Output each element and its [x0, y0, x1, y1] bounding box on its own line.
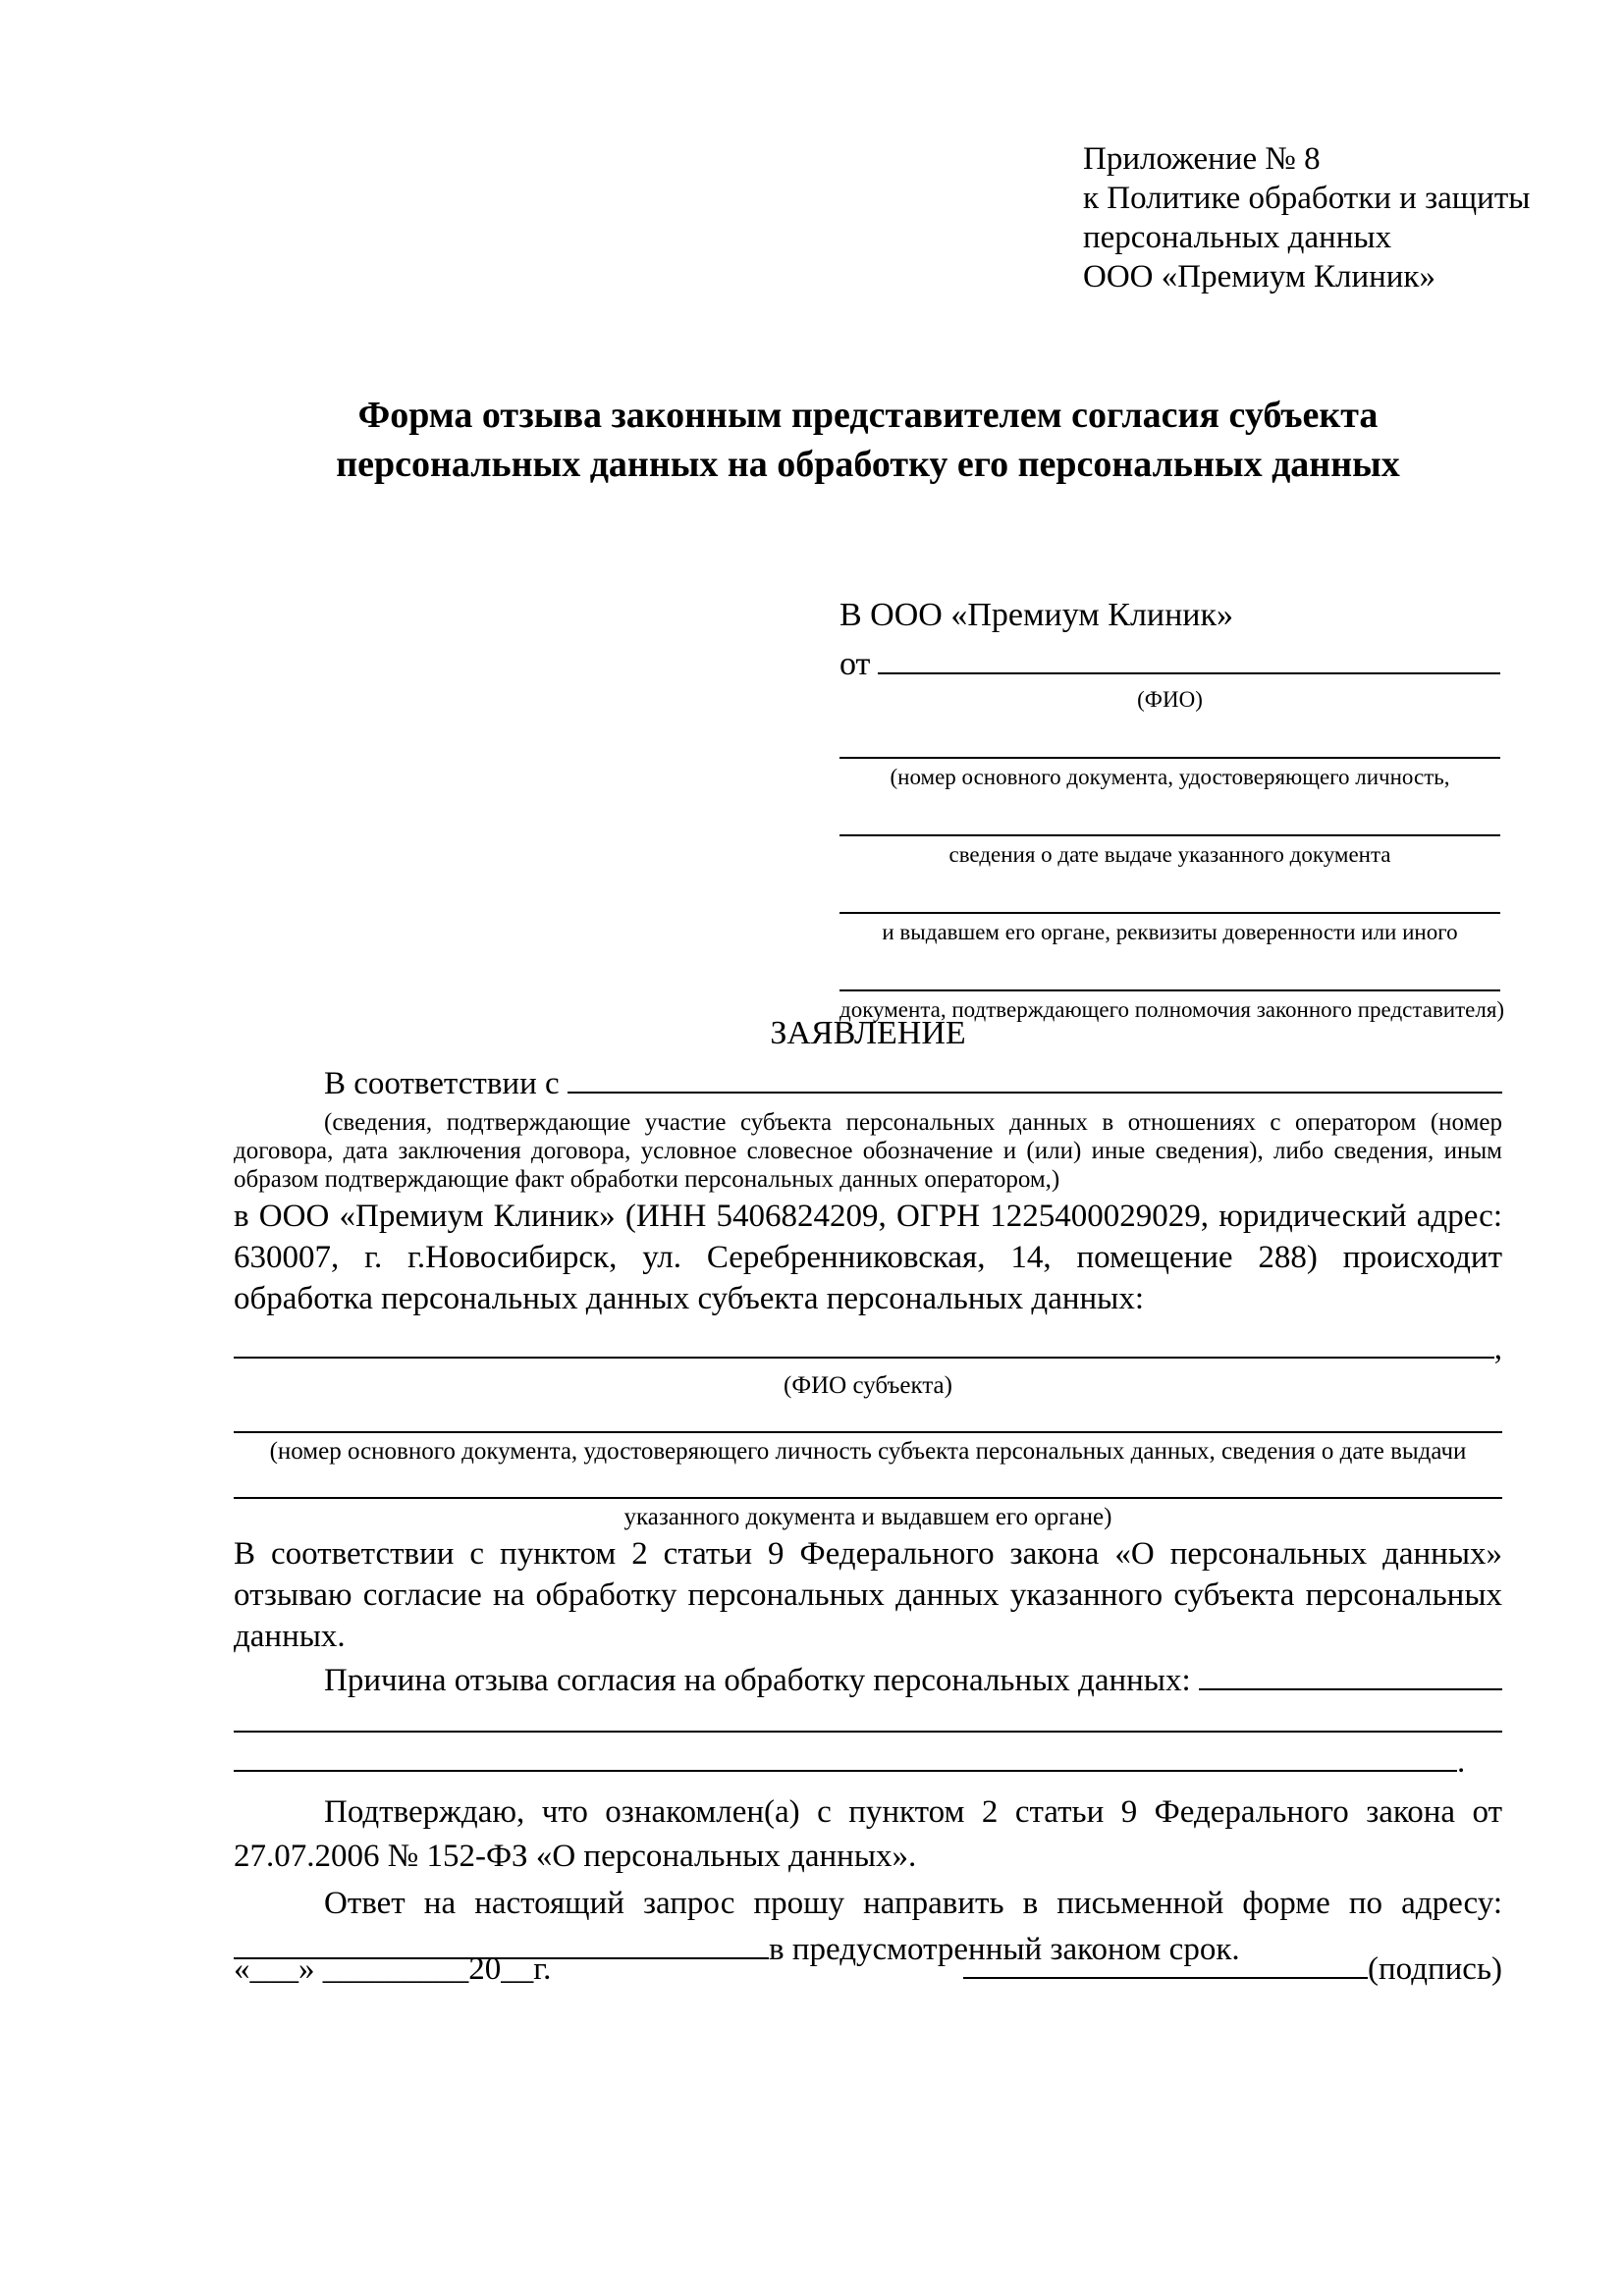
signature-caption: (подпись) [1368, 1951, 1502, 1987]
intro-prefix: В соответствии с [324, 1066, 560, 1101]
withdrawal-paragraph: В соответствии с пунктом 2 статьи 9 Федерального закона «О персональных данных» отзываю согласие на обработку персональных данных указанного субъекта персональных данных. [234, 1536, 1502, 1654]
addressee-organization: В ООО «Премиум Клиник» [839, 597, 1234, 633]
appendix-line: персональных данных [1083, 220, 1392, 255]
appendix-line: Приложение № 8 [1083, 141, 1321, 177]
representative-doc-caption: сведения о дате выдаче указанного документа [948, 842, 1391, 867]
footer-row [234, 1951, 1502, 1988]
statement-heading: ЗАЯВЛЕНИЕ [770, 1015, 966, 1051]
document-title [234, 391, 1502, 489]
document-title-line: персональных данных на обработку его персональных данных [336, 444, 1400, 485]
subject-doc-caption: (номер основного документа, удостоверяющего личность субъекта персональных данных, сведения о дате выдачи [269, 1438, 1467, 1465]
subject-fio-row [234, 1331, 1502, 1367]
representative-doc-authority-field[interactable] [839, 912, 1500, 914]
document-title-line: Форма отзыва законным представителем согласия субъекта [357, 395, 1379, 436]
statement-body [234, 1066, 1502, 1973]
appendix-line: ООО «Премиум Клиник» [1083, 259, 1435, 294]
representative-fio-field[interactable] [878, 667, 1500, 674]
confirmation-paragraph: Подтверждаю, что ознакомлен(а) с пунктом 2 статьи 9 Федерального закона от 27.07.2006 № 152-ФЗ «О персональных данных». [234, 1794, 1502, 1874]
appendix-line: к Политике обработки и защиты [1083, 181, 1531, 216]
subject-fio-field[interactable] [234, 1351, 1494, 1359]
reply-prefix: Ответ на настоящий запрос прошу направить в письменной форме по адресу: [324, 1886, 1502, 1921]
addressee-block [839, 597, 1505, 1024]
appendix-note [1083, 139, 1530, 296]
subject-doc-caption: указанного документа и выдавшем его органе) [623, 1504, 1112, 1530]
representative-authority-doc-field[interactable] [839, 989, 1500, 991]
signature-field[interactable] [963, 1971, 1368, 1979]
intro-caption: (сведения, подтверждающие участие субъекта персональных данных в отношениях с оператором (номер договора, дата заключения договора, условное словесное обозначение и (или) иные сведения), либо сведения, иным образом подтверждающие факт обработки персональных данных оператором,) [234, 1109, 1502, 1193]
reason-line-period: . [1457, 1744, 1466, 1780]
reason-row [234, 1663, 1502, 1699]
subject-fio-comma: , [1493, 1331, 1502, 1366]
addressee-from-row [839, 646, 1500, 683]
subject-doc-authority-field[interactable] [234, 1497, 1502, 1499]
representative-doc-caption: документа, подтверждающего полномочия законного представителя) [839, 997, 1505, 1022]
fio-caption: (ФИО) [1137, 687, 1203, 712]
intro-row [234, 1066, 1502, 1102]
representative-doc-caption: и выдавшем его органе, реквизиты доверенности или иного [882, 920, 1458, 944]
reason-field-line[interactable] [234, 1731, 1502, 1733]
subject-fio-caption: (ФИО субъекта) [784, 1372, 952, 1399]
relation-details-field[interactable] [568, 1086, 1502, 1094]
representative-doc-issue-date-field[interactable] [839, 834, 1500, 836]
reason-label: Причина отзыва согласия на обработку персональных данных: [324, 1663, 1191, 1698]
operator-paragraph: в ООО «Премиум Клиник» (ИНН 5406824209, ОГРН 1225400029029, юридический адрес: 630007, г. г.Новосибирск, ул. Серебренниковская, 14, помещение 288) происходит обработка персональных данных субъекта персональных данных: [234, 1199, 1502, 1316]
representative-doc-number-field[interactable] [839, 757, 1500, 759]
signature-block [963, 1951, 1502, 1988]
subject-doc-number-field[interactable] [234, 1431, 1502, 1433]
from-label: от [839, 646, 871, 682]
reason-row-end [234, 1744, 1502, 1781]
date-field[interactable]: «___» _________20__г. [234, 1951, 552, 1987]
reason-field-line[interactable] [234, 1764, 1457, 1772]
representative-doc-caption: (номер основного документа, удостоверяющего личность, [890, 765, 1450, 789]
reason-field[interactable] [1199, 1682, 1502, 1690]
reply-suffix: в предусмотренный законом срок. [769, 1932, 1240, 1967]
